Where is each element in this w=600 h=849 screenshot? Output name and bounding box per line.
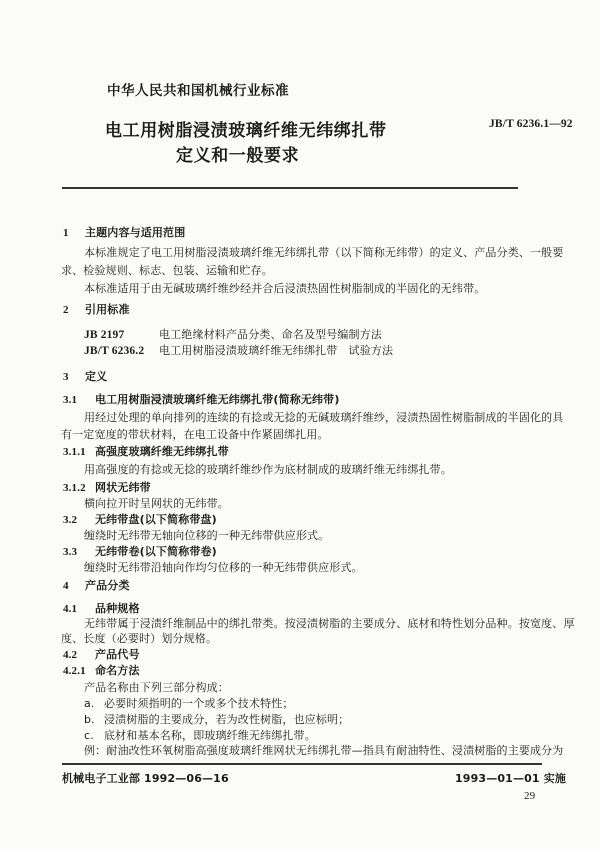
footer-rule — [62, 763, 542, 765]
paragraph: 缠绕时无纬带沿轴向作均匀位移的一种无纬带供应形式。 — [84, 561, 363, 574]
issue-date: 机械电子工业部 1992—06—16 — [62, 772, 229, 785]
paragraph: 无纬带属于浸渍纤维制品中的绑扎带类。按浸渍树脂的主要成分、底材和特性划分品种。按宽度、厚 — [84, 617, 575, 630]
subsection-heading: 3.3 无纬带卷(以下简称带卷) — [63, 545, 217, 558]
standard-code: JB/T 6236.1—92 — [489, 118, 573, 130]
section-4-heading: 4 产品分类 — [63, 579, 130, 592]
page-number: 29 — [524, 790, 536, 802]
section-2-heading: 2 引用标准 — [63, 303, 130, 316]
reference-row: JB 2197 电工绝缘材料产品分类、命名及型号编制方法 — [84, 328, 382, 341]
paragraph: 用高强度的有捻或无捻的玻璃纤维纱作为底材制成的玻璃纤维无纬绑扎带。 — [84, 463, 452, 476]
paragraph: 缠绕时无纬带无轴向位移的一种无纬带供应形式。 — [84, 529, 330, 542]
subsection-heading: 4.1 品种规格 — [63, 602, 140, 615]
paragraph: 横向拉开时呈网状的无纬带。 — [84, 497, 229, 510]
subsection-heading: 4.2 产品代号 — [63, 648, 140, 661]
effective-date: 1993—01—01 实施 — [455, 772, 567, 785]
subsection-heading: 3.1.1 高强度玻璃纤维无纬绑扎带 — [63, 445, 229, 458]
list-item: a. 必要时须指明的一个或多个技术特性； — [84, 697, 294, 710]
paragraph: 产品名称由下列三部分构成： — [84, 681, 229, 694]
section-3-heading: 3 定义 — [63, 370, 108, 383]
doc-title-line2: 定义和一般要求 — [176, 146, 300, 166]
reference-row: JB/T 6236.2 电工用树脂浸渍玻璃纤维无纬绑扎带 试验方法 — [84, 344, 394, 357]
example-text: 例：耐油改性环氧树脂高强度玻璃纤维网状无纬绑扎带—指具有耐油特性、浸渍树脂的主要成分为 — [84, 744, 564, 757]
paragraph: 求、检验规则、标志、包装、运输和贮存。 — [61, 264, 273, 277]
paragraph: 本标准规定了电工用树脂浸渍玻璃纤维无纬绑扎带（以下简称无纬带）的定义、产品分类、一般要 — [84, 246, 564, 259]
list-item: c. 底材和基本名称，即玻璃纤维无纬绑扎带。 — [84, 729, 316, 742]
paragraph: 本标准适用于由无碱玻璃纤维纱经并合后浸渍热固性树脂制成的半固化的无纬带。 — [84, 282, 486, 295]
paragraph: 度、长度（必要时）划分规格。 — [61, 632, 218, 645]
section-1-heading: 1 主题内容与适用范围 — [63, 226, 186, 239]
paragraph: 用经过处理的单向排列的连续的有捻或无捻的无碱玻璃纤维纱，浸渍热固性树脂制成的半固化的具 — [84, 411, 564, 424]
subsection-heading: 3.1.2 网状无纬带 — [63, 481, 151, 494]
subsection-heading: 4.2.1 命名方法 — [63, 664, 140, 677]
list-item: b. 浸渍树脂的主要成分，若为改性树脂，也应标明； — [84, 713, 350, 726]
subsection-heading: 3.1 电工用树脂浸渍玻璃纤维无纬绑扎带(简称无纬带) — [63, 393, 340, 406]
paragraph: 有一定宽度的带状材料，在电工设备中作紧固绑扎用。 — [61, 428, 329, 441]
subsection-heading: 3.2 无纬带盘(以下简称带盘) — [63, 513, 217, 526]
header-rule — [62, 187, 518, 189]
issuing-body: 中华人民共和国机械行业标准 — [107, 83, 289, 99]
doc-title-line1: 电工用树脂浸渍玻璃纤维无纬绑扎带 — [105, 121, 387, 141]
